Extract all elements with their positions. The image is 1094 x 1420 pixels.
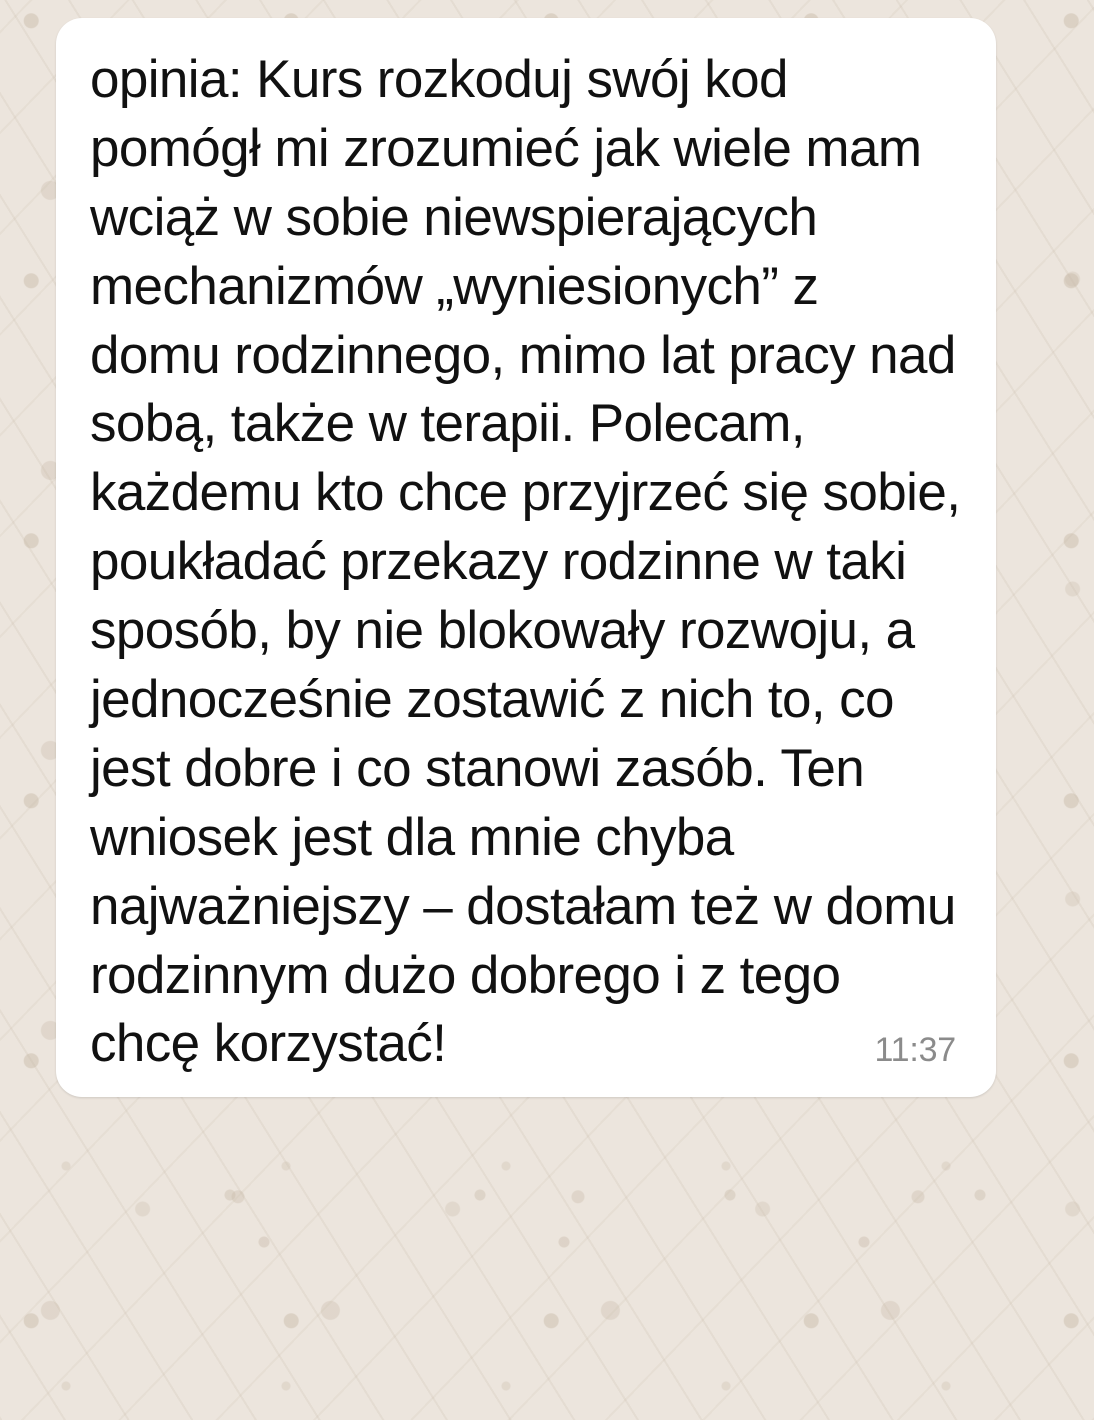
message-text: opinia: Kurs rozkoduj swój kod pomógł mi zrozumieć jak wiele mam wciąż w sobie niewspierających mechanizmów „wyniesionych” z domu rodzinnego, mimo lat pracy nad sobą, także w terapii. Polecam, każdemu kto chce przyjrzeć się sobie, poukładać przekazy rodzinne w taki sposób, by nie blokowały rozwoju, a jednocześnie zostawić z nich to, co jest dobre i co stanowi zasób. Ten wniosek jest dla mnie chyba najważniejszy – dostałam też w domu rodzinnym dużo dobrego i z tego chcę korzystać! [90, 50, 975, 1074]
message-bubble-incoming[interactable] [56, 18, 996, 1097]
message-timestamp: 11:37 [874, 1030, 956, 1069]
